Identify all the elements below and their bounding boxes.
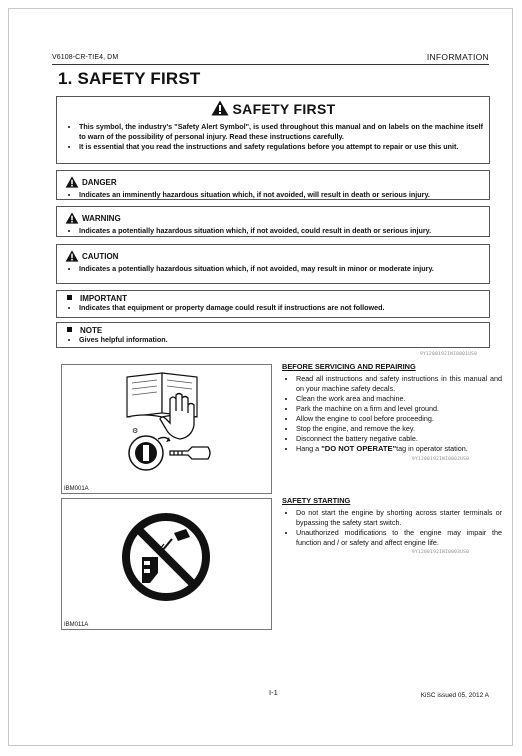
list-item: • Stop the engine, and remove the key. <box>296 424 502 434</box>
warning-text: • Indicates a potentially hazardous situation which, if not avoided, could result in death or serious injury. <box>79 226 483 236</box>
note-box <box>56 322 490 348</box>
figure-label: IBM001A <box>64 486 89 492</box>
before-servicing-list <box>284 374 502 454</box>
figure-no-shorting <box>61 498 272 630</box>
list-item: • Unauthorized modifications to the engine may impair the function and / or safety and affect engine life. <box>296 528 502 548</box>
list-item: • Read all instructions and safety instructions in this manual and on your machine safety decals. <box>296 374 502 394</box>
reference-code: 9Y1200192INI0002US0 <box>412 457 470 462</box>
prohibition-sign-illustration <box>62 499 271 621</box>
danger-text: • Indicates an imminently hazardous situation which, if not avoided, will result in death or serious injury. <box>79 190 483 200</box>
safety-alert-icon <box>65 176 79 190</box>
safety-alert-icon <box>211 100 229 119</box>
square-bullet-icon <box>67 327 72 332</box>
before-servicing-title: BEFORE SERVICING AND REPAIRING <box>282 362 416 371</box>
safety-starting-list <box>284 508 502 548</box>
caution-text: • Indicates a potentially hazardous situation which, if not avoided, may result in minor or moderate injury. <box>79 264 483 274</box>
list-item: • Do not start the engine by shorting across starter terminals or bypassing the safety start switch. <box>296 508 502 528</box>
safety-starting-title: SAFETY STARTING <box>282 496 351 505</box>
figure-label: IBM011A <box>64 622 89 628</box>
danger-heading: DANGER <box>65 176 489 190</box>
danger-box <box>56 170 490 200</box>
warning-heading: WARNING <box>65 212 489 226</box>
note-text: • Gives helpful information. <box>79 335 483 345</box>
safety-first-bullet: • It is essential that you read the instructions and safety regulations before you attempt to repair or use this unit. <box>79 142 483 152</box>
caution-heading: CAUTION <box>65 250 489 264</box>
list-item: • Allow the engine to cool before proceeding. <box>296 414 502 424</box>
caution-box <box>56 244 490 284</box>
page-number: I-1 <box>269 688 278 697</box>
figure-manual-key <box>61 364 272 494</box>
square-bullet-icon <box>67 295 72 300</box>
doc-code: V6108-CR-TIE4, DM <box>52 54 119 61</box>
list-item: • Hang a "DO NOT OPERATE"tag in operator station. <box>296 444 502 454</box>
page-title: 1. SAFETY FIRST <box>58 69 201 88</box>
note-heading: NOTE <box>65 326 489 335</box>
important-heading: IMPORTANT <box>65 294 489 303</box>
svg-text:⚙: ⚙ <box>132 427 139 435</box>
important-box <box>56 290 490 318</box>
list-item: • Clean the work area and machine. <box>296 394 502 404</box>
important-text: • Indicates that equipment or property damage could result if instructions are not followed. <box>79 303 483 313</box>
safety-alert-icon <box>65 250 79 264</box>
list-item: • Park the machine on a firm and level ground. <box>296 404 502 414</box>
section-name: INFORMATION <box>426 52 489 62</box>
warning-box <box>56 206 490 237</box>
issue-note: KiSC issued 05, 2012 A <box>420 692 489 699</box>
safety-first-bullet: • This symbol, the industry's "Safety Alert Symbol", is used throughout this manual and on labels on the machine itself to warn of the possibility of personal injury. Read these instructions carefully. <box>79 122 483 141</box>
header-rule <box>52 64 489 65</box>
list-item: • Disconnect the battery negative cable. <box>296 434 502 444</box>
safety-alert-icon <box>65 212 79 226</box>
manual-and-key-illustration <box>62 365 271 485</box>
reference-code: 9Y1200192INI0001US0 <box>420 352 478 357</box>
safety-first-box <box>56 96 490 164</box>
reference-code: 9Y1200192INI0003US0 <box>412 550 470 555</box>
safety-first-heading: SAFETY FIRST <box>57 100 489 119</box>
